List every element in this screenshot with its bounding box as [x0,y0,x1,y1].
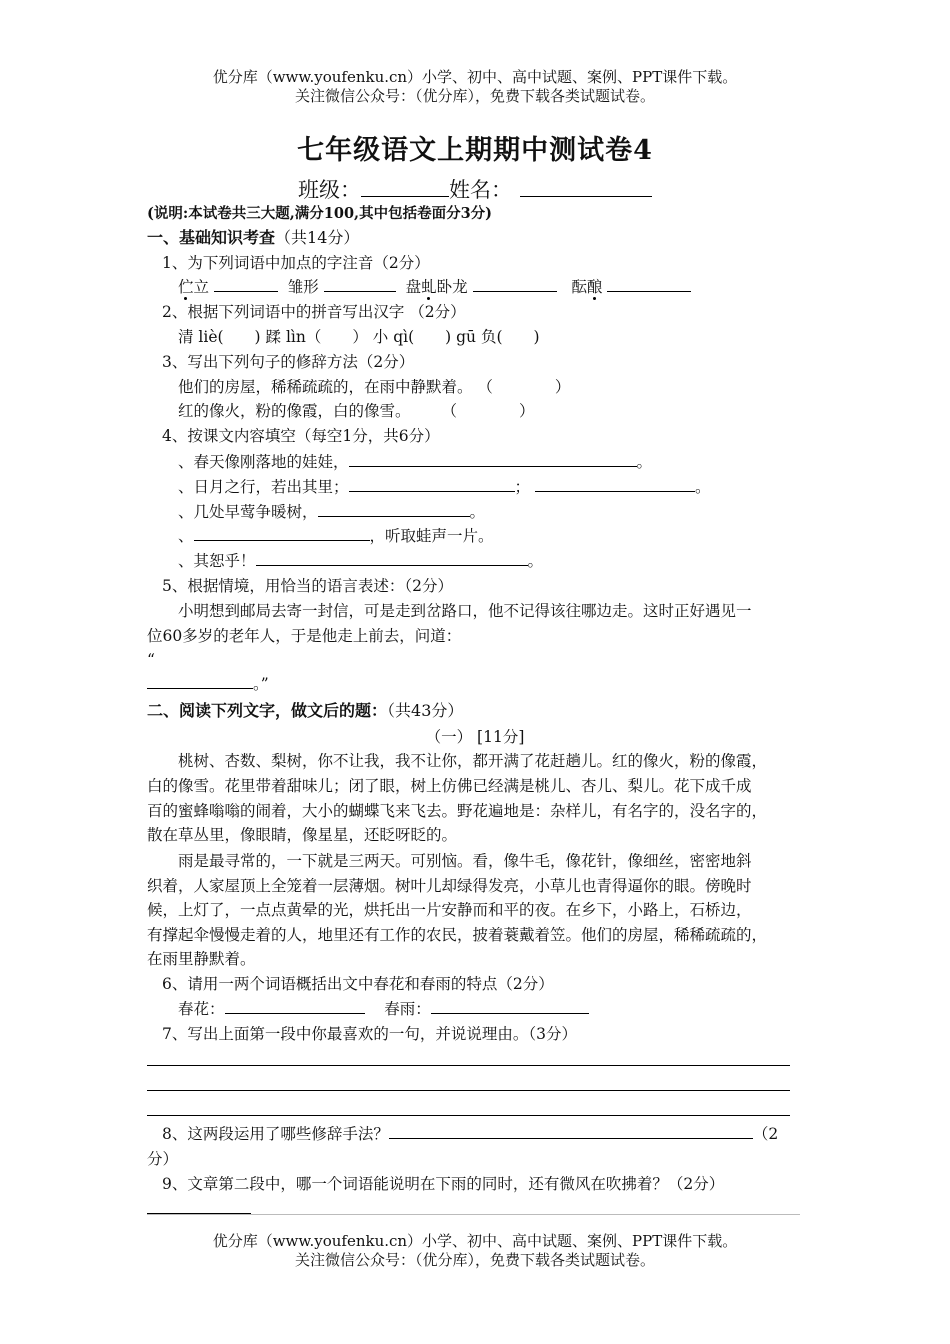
footer-line-1: 优分库（www.youfenku.cn）小学、初中、高中试题、案例、PPT课件下载。 [212,1232,738,1250]
passage-line-9: 在雨里静默着。 [147,950,256,968]
q8-prompt: 8、这两段运用了哪些修辞手法？ （2 [162,1125,779,1143]
q7-answer-line-1[interactable] [147,1065,790,1066]
q7-answer-line-3[interactable] [147,1115,790,1116]
passage-line-4: 散在草丛里，像眼睛，像星星，还眨呀眨的。 [147,826,458,844]
exam-title: 七年级语文上期期中测试卷4 [297,135,653,166]
q3-item-2: 红的像火，粉的像霞，白的像雪。 （ ） [178,402,535,420]
q6-answers: 春花： 春雨： [178,998,589,1020]
passage-line-2: 白的像雪。花里带着甜味儿；闭了眼，树上仿佛已经满是桃儿、杏儿、梨儿。花下成千成 [147,777,752,795]
q4-item-3: 、几处早莺争暖树， 。 [178,503,486,521]
name-label: 姓名： [449,178,512,202]
q5-prompt: 5、根据情境，用恰当的语言表述：（2分） [162,577,453,595]
q1-items: 伫立 雏形 盘虬卧龙 酝酿 [178,276,691,298]
q2-items: 清 liè( ) 蹂 lìn（ ） 小 qì( ) gū 负( ) [178,328,540,346]
name-class-line [0,174,950,204]
passage-1-heading: （一） [11分] [425,728,525,746]
q1-blank-3[interactable] [473,276,557,292]
q4-prompt: 4、按课文内容填空（每空1分，共6分） [162,427,440,445]
q5-open-quote: “ [147,651,155,669]
q5-context-1: 小明想到邮局去寄一封信，可是走到岔路口，他不记得该往哪边走。这时正好遇见一 [178,602,752,620]
q1-blank-2[interactable] [324,276,396,292]
q4-item-2: 、日月之行，若出其里； ； 。 [178,478,711,496]
passage-line-5: 雨是最寻常的，一下就是三两天。可别恼。看，像牛毛，像花针，像细丝，密密地斜 [178,852,752,870]
footer-line-2: 关注微信公众号：（优分库），免费下载各类试题试卷。 [294,1251,655,1269]
q4-item-4: 、 ，听取蛙声一片。 [178,527,494,545]
q5-blank[interactable] [147,673,253,689]
q4-blank-6[interactable] [256,550,528,566]
exam-note: (说明:本试卷共三大题,满分100,其中包括卷面分3分) [147,205,493,222]
passage-line-3: 百的蜜蜂嗡嗡的闹着，大小的蝴蝶飞来飞去。野花遍地是：杂样儿，有名字的，没名字的， [147,802,768,820]
q5-context-2: 位60多岁的老年人，于是他走上前去，问道： [147,627,462,645]
q4-item-1: 、春天像刚落地的娃娃， 。 [178,453,653,471]
q1-blank-4[interactable] [607,276,691,292]
class-field[interactable] [361,181,449,197]
q1-blank-1[interactable] [214,276,278,292]
q8-blank[interactable] [389,1123,753,1139]
passage-line-7: 候，上灯了，一点点黄晕的光，烘托出一片安静而和平的夜。在乡下，小路上，石桥边， [147,901,752,919]
section-1-heading: 一、基础知识考查（共14分） [147,228,360,247]
q5-answer: 。” [147,673,269,695]
q7-prompt: 7、写出上面第一段中你最喜欢的一句，并说说理由。（3分） [162,1025,577,1043]
q9-answer-line[interactable] [147,1213,251,1214]
q4-item-5: 、其恕乎！ 。 [178,552,544,570]
class-label: 班级： [298,178,361,202]
header-line-1: 优分库（www.youfenku.cn）小学、初中、高中试题、案例、PPT课件下载。 [212,68,738,86]
q4-blank-1[interactable] [349,451,637,467]
q4-blank-2[interactable] [349,476,515,492]
q8-score-wrap: 分） [147,1150,179,1168]
q6-blank-1[interactable] [225,998,365,1014]
footer-divider [147,1214,800,1215]
q3-prompt: 3、写出下列句子的修辞方法（2分） [162,353,415,371]
q1-prompt: 1、为下列词语中加点的字注音（2分） [162,254,430,272]
q4-blank-5[interactable] [194,525,370,541]
q7-answer-line-2[interactable] [147,1090,790,1091]
header-line-2: 关注微信公众号：（优分库），免费下载各类试题试卷。 [294,87,655,105]
q9-prompt: 9、文章第二段中，哪一个词语能说明在下雨的同时，还有微风在吹拂着？（2分） [162,1175,725,1193]
section-2-heading: 二、阅读下列文字，做文后的题：（共43分） [147,701,464,720]
q4-blank-3[interactable] [535,476,695,492]
q6-blank-2[interactable] [431,998,589,1014]
q4-blank-4[interactable] [318,501,470,517]
passage-line-8: 有撑起伞慢慢走着的人，地里还有工作的农民，披着蓑戴着笠。他们的房屋，稀稀疏疏的， [147,926,768,944]
passage-line-6: 织着，人家屋顶上全笼着一层薄烟。树叶儿却绿得发亮，小草儿也青得逼你的眼。傍晚时 [147,877,752,895]
q2-prompt: 2、根据下列词语中的拼音写出汉字 （2分） [162,303,466,321]
q6-prompt: 6、请用一两个词语概括出文中春花和春雨的特点（2分） [162,975,554,993]
passage-line-1: 桃树、杏数、梨树，你不让我，我不让你，都开满了花赶趟儿。红的像火，粉的像霞， [178,752,768,770]
name-field[interactable] [520,181,652,197]
q3-item-1: 他们的房屋，稀稀疏疏的，在雨中静默着。 （ ） [178,378,571,396]
